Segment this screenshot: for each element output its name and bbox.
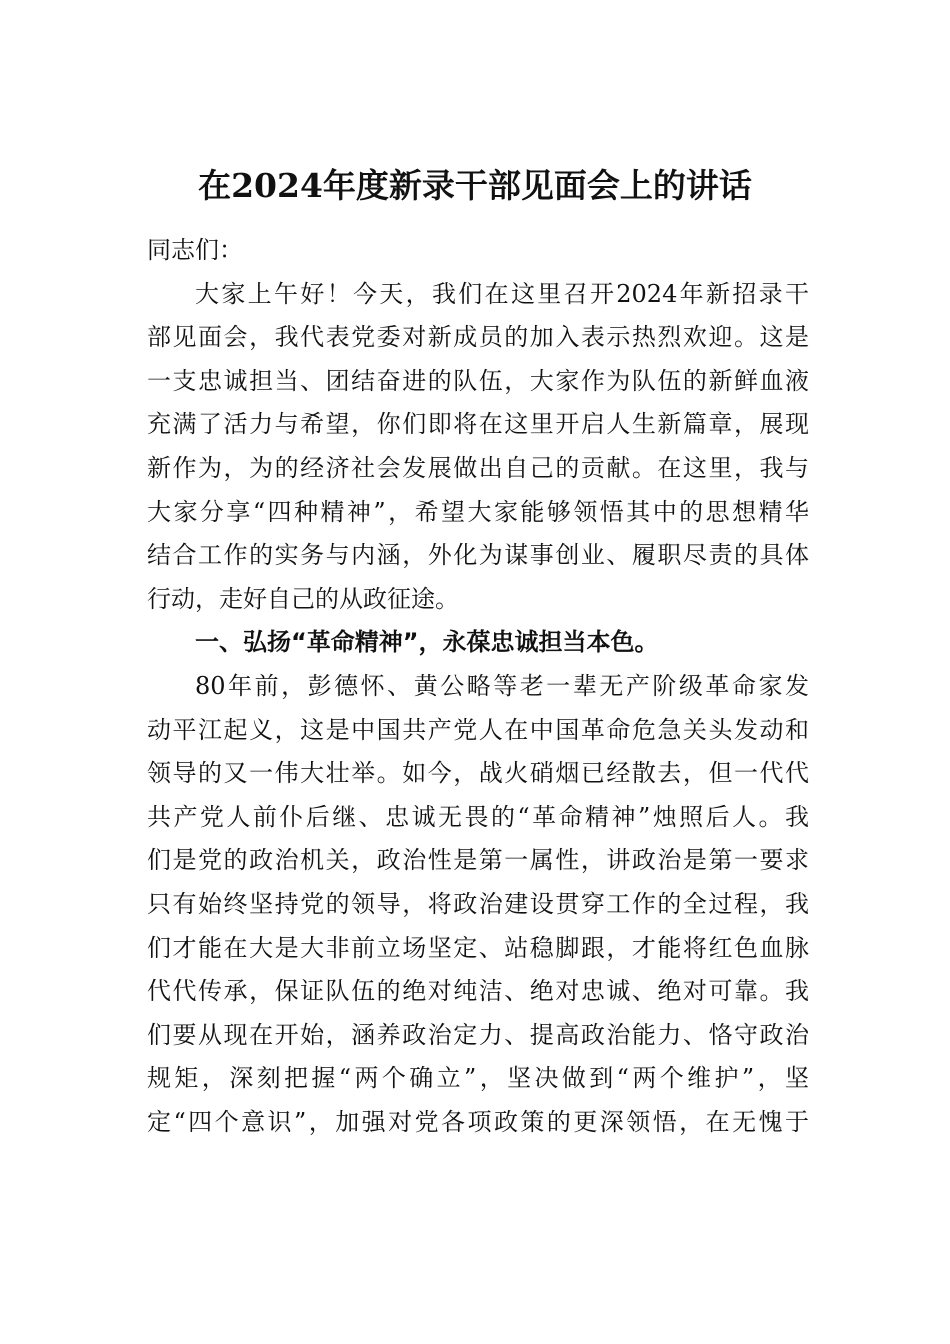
paragraph-line: 代代传承，保证队伍的绝对纯洁、绝对忠诚、绝对可靠。我 bbox=[147, 977, 809, 1006]
paragraph-opening bbox=[147, 273, 809, 622]
paragraph-line: 们要从现在开始，涵养政治定力、提高政治能力、恪守政治 bbox=[147, 1020, 809, 1049]
paragraph-line: 新作为，为的经济社会发展做出自己的贡献。在这里，我与 bbox=[147, 453, 809, 482]
paragraph-line: 共产党人前仆后继、忠诚无畏的“革命精神”烛照后人。我 bbox=[147, 802, 809, 831]
paragraph-line: 领导的又一伟大壮举。如今，战火硝烟已经散去，但一代代 bbox=[147, 759, 809, 788]
page-title: 在2024年度新录干部见面会上的讲话 bbox=[198, 166, 752, 205]
document-body bbox=[147, 229, 809, 1144]
paragraph-line: 们是党的政治机关，政治性是第一属性，讲政治是第一要求 bbox=[147, 846, 809, 875]
paragraph-line: 定“四个意识”，加强对党各项政策的更深领悟，在无愧于 bbox=[147, 1107, 809, 1136]
paragraph-line: 部见面会，我代表党委对新成员的加入表示热烈欢迎。这是 bbox=[147, 323, 809, 352]
paragraph-line: 只有始终坚持党的领导，将政治建设贯穿工作的全过程，我 bbox=[147, 889, 809, 918]
paragraph-line: 一支忠诚担当、团结奋进的队伍，大家作为队伍的新鲜血液 bbox=[147, 366, 809, 395]
paragraph-line: 们才能在大是大非前立场坚定、站稳脚跟，才能将红色血脉 bbox=[147, 933, 809, 962]
paragraph-line: 充满了活力与希望，你们即将在这里开启人生新篇章，展现 bbox=[147, 410, 809, 439]
paragraph-line: 大家分享“四种精神”，希望大家能够领悟其中的思想精华 bbox=[147, 497, 809, 526]
paragraph-line: 规矩，深刻把握“两个确立”，坚决做到“两个维护”，坚 bbox=[147, 1064, 809, 1093]
salutation: 同志们： bbox=[147, 236, 243, 264]
section-heading: 一、弘扬“革命精神”，永葆忠诚担当本色。 bbox=[195, 628, 659, 657]
paragraph-line: 大家上午好！今天，我们在这里召开2024年新招录干 bbox=[195, 279, 809, 308]
paragraph-revolution-spirit bbox=[147, 665, 809, 1145]
paragraph-line: 行动，走好自己的从政征途。 bbox=[147, 584, 459, 613]
paragraph-line: 80年前，彭德怀、黄公略等老一辈无产阶级革命家发 bbox=[195, 671, 809, 700]
paragraph-line: 结合工作的实务与内涵，外化为谋事创业、履职尽责的具体 bbox=[147, 541, 809, 570]
paragraph-line: 动平江起义，这是中国共产党人在中国革命危急关头发动和 bbox=[147, 715, 809, 744]
